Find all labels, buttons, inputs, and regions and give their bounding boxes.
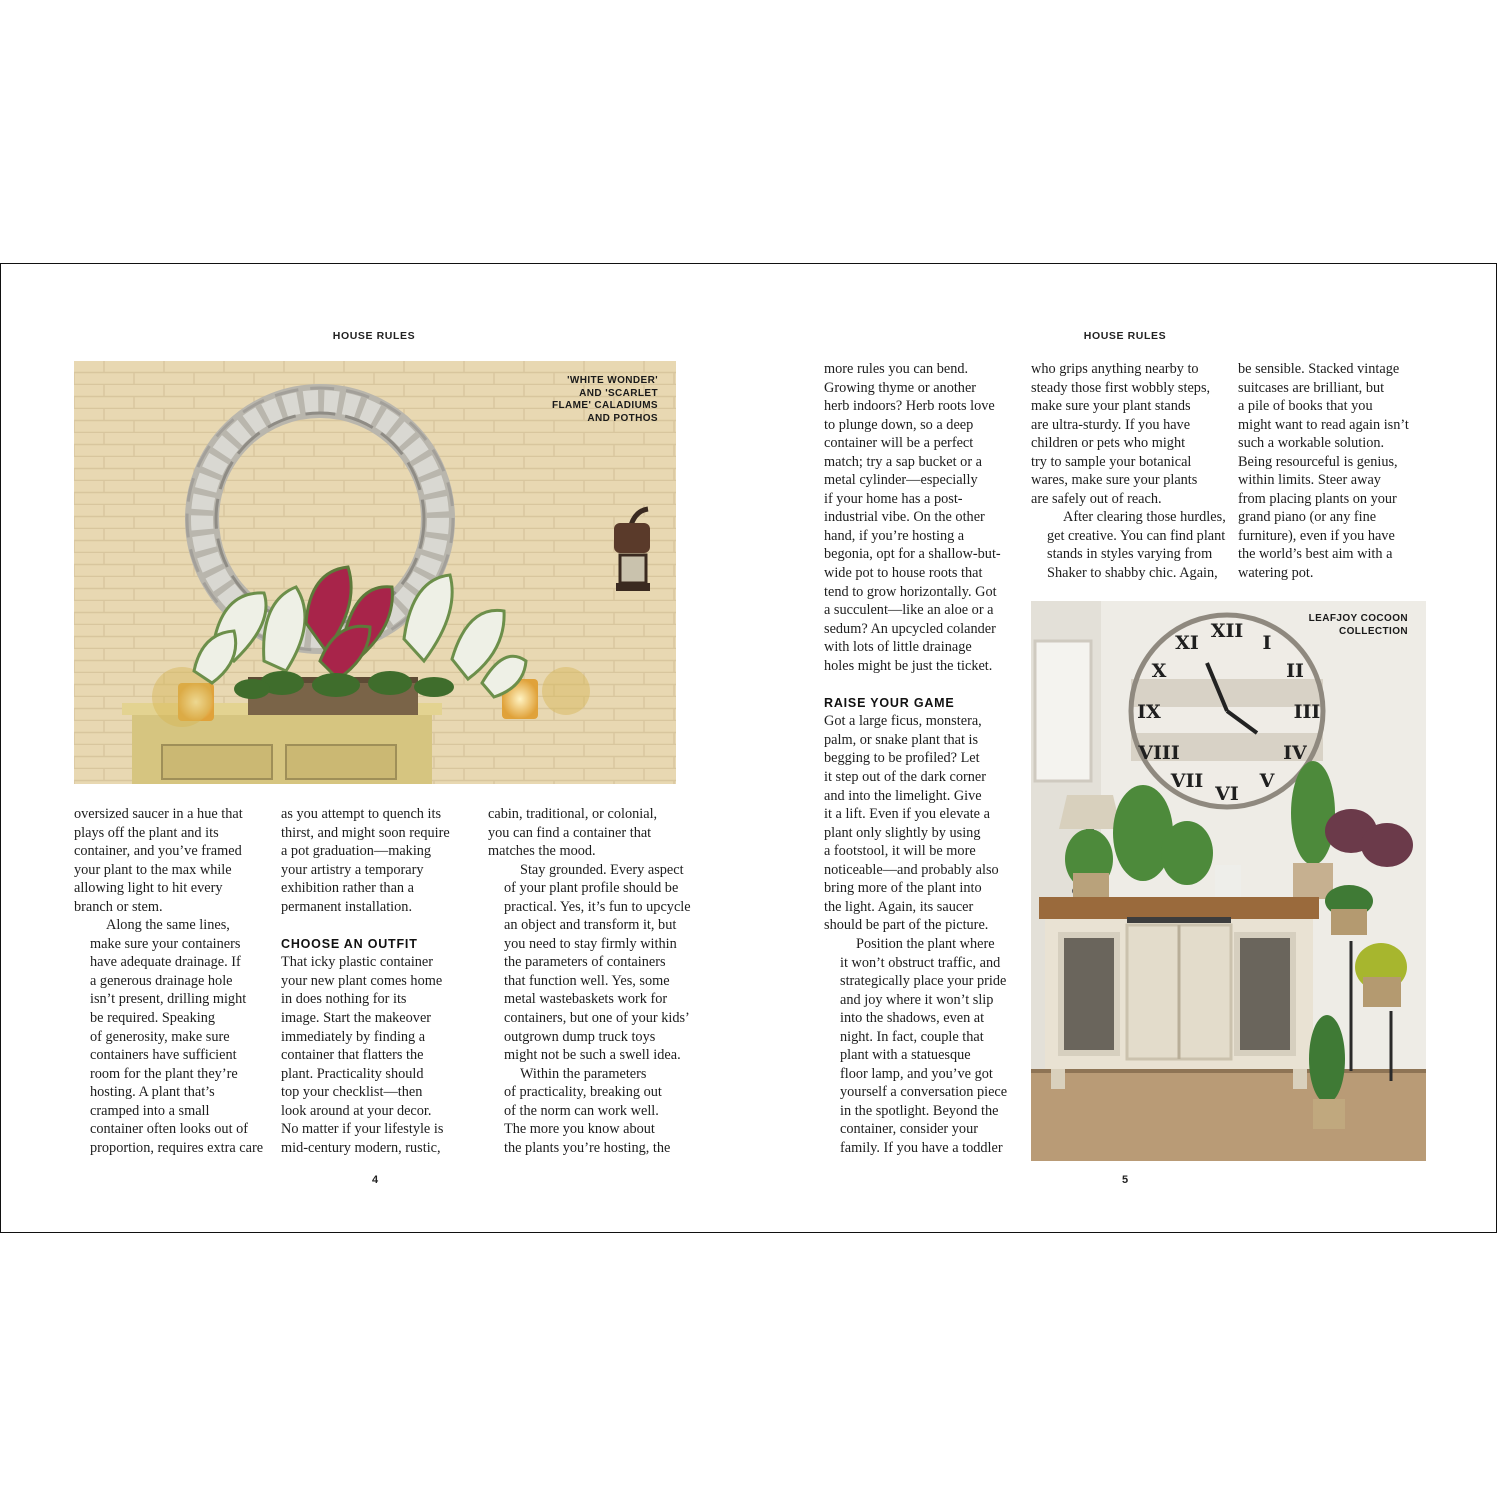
text-line: containers, but one of your kids’: [504, 1010, 690, 1027]
text-line: a pot graduation—making: [281, 843, 432, 860]
text-line: isn’t present, drilling might: [90, 991, 247, 1008]
text-line: furniture), even if you have: [1238, 527, 1395, 544]
text-line: herb indoors? Herb roots love: [824, 398, 995, 415]
text-line: matches the mood.: [488, 843, 596, 860]
text-line: metal cylinder—especially: [824, 472, 978, 489]
right-column-2: [1031, 360, 1231, 583]
text-line: Within the parameters: [520, 1065, 647, 1082]
text-line: wide pot to house roots that: [824, 565, 983, 582]
text-line: palm, or snake plant that is: [824, 731, 979, 748]
text-line: container, consider your: [840, 1121, 978, 1138]
text-line: cramped into a small: [90, 1102, 210, 1119]
text-line: Along the same lines,: [106, 917, 230, 934]
text-line: begging to be profiled? Let: [824, 750, 980, 767]
text-line: thirst, and might soon require: [281, 824, 450, 841]
svg-text:IV: IV: [1283, 742, 1307, 764]
text-line: it step out of the dark corner: [824, 769, 986, 786]
paragraph: [824, 712, 1024, 935]
right-column-3: [1238, 360, 1438, 583]
text-line: oversized saucer in a hue that: [74, 806, 243, 822]
text-line: a footstool, it will be more: [824, 843, 976, 860]
paragraph: [74, 805, 272, 916]
section-heading-choose-an-outfit: CHOOSE AN OUTFIT: [281, 936, 418, 951]
text-line: suitcases are brilliant, but: [1238, 379, 1385, 396]
text-line: have adequate drainage. If: [90, 954, 241, 971]
wreath-caladium-photo: [74, 361, 676, 784]
text-line: plant only slightly by using: [824, 824, 981, 841]
running-head-right: HOUSE RULES: [1083, 330, 1167, 342]
text-line: are safely out of reach.: [1031, 490, 1162, 507]
text-line: stands in styles varying from: [1047, 546, 1213, 563]
right-column-1: [824, 360, 1024, 1158]
text-line: should be part of the picture.: [824, 917, 989, 934]
text-line: After clearing those hurdles,: [1063, 509, 1226, 526]
paragraph: [281, 805, 479, 916]
text-line: night. In fact, couple that: [840, 1028, 984, 1045]
text-line: might want to read again isn’t: [1238, 416, 1409, 433]
svg-text:V: V: [1259, 770, 1275, 792]
paragraph: [1238, 360, 1438, 583]
text-line: of generosity, make sure: [90, 1028, 230, 1045]
text-line: a succulent—like an aloe or a: [824, 602, 994, 619]
text-line: within limits. Steer away: [1238, 472, 1381, 489]
text-line: you need to stay firmly within: [504, 935, 677, 952]
text-line: your new plant comes home: [281, 972, 443, 989]
text-line: look around at your decor.: [281, 1102, 432, 1119]
text-line: holes might be just the ticket.: [824, 657, 993, 674]
text-line: that function well. Yes, some: [504, 972, 670, 989]
text-line: Got a large ficus, monstera,: [824, 713, 982, 730]
text-line: such a workable solution.: [1238, 435, 1385, 452]
text-line: a generous drainage hole: [90, 972, 233, 989]
text-line: the parameters of containers: [504, 954, 666, 971]
text-line: mid-century modern, rustic,: [281, 1139, 441, 1156]
text-line: container that flatters the: [281, 1047, 424, 1064]
caption-line: FLAME' CALADIUMS: [552, 400, 658, 411]
text-line: and into the limelight. Give: [824, 787, 982, 804]
text-line: Position the plant where: [856, 935, 995, 952]
text-line: immediately by finding a: [281, 1028, 426, 1045]
text-line: wares, make sure your plants: [1031, 472, 1198, 489]
text-line: your plant to the max while: [74, 861, 232, 878]
text-line: metal wastebaskets work for: [504, 991, 668, 1008]
text-line: room for the plant they’re: [90, 1065, 238, 1082]
text-line: yourself a conversation piece: [840, 1084, 1008, 1101]
text-line: noticeable—and probably also: [824, 861, 999, 878]
text-line: No matter if your lifestyle is: [281, 1121, 444, 1138]
paragraph: [1031, 360, 1231, 508]
text-line: tend to grow horizontally. Got: [824, 583, 997, 600]
caption-line: LEAFJOY COCOON: [1308, 613, 1408, 624]
text-line: make sure your containers: [90, 935, 241, 952]
text-line: hand, if you’re hosting a: [824, 527, 965, 544]
text-line: grand piano (or any fine: [1238, 509, 1377, 526]
text-line: Growing thyme or another: [824, 379, 977, 396]
text-line: be sensible. Stacked vintage: [1238, 361, 1400, 377]
text-line: the world’s best aim with a: [1238, 546, 1393, 563]
text-line: to plunge down, so a deep: [824, 416, 974, 433]
paragraph: [488, 861, 691, 1065]
photo-caption-left: [552, 375, 658, 425]
text-line: watering pot.: [1238, 565, 1314, 582]
text-line: outgrown dump truck toys: [504, 1028, 656, 1045]
text-line: steady those first wobbly steps,: [1031, 379, 1211, 396]
text-line: who grips anything nearby to: [1031, 361, 1199, 377]
text-line: be required. Speaking: [90, 1010, 216, 1027]
text-line: sedum? An upcycled colander: [824, 620, 996, 637]
left-column-1: [74, 805, 272, 1157]
text-line: container, and you’ve framed: [74, 843, 242, 860]
section-heading-raise-your-game: RAISE YOUR GAME: [824, 695, 955, 710]
page-number-right: 5: [1121, 1174, 1129, 1186]
svg-text:XII: XII: [1210, 620, 1244, 642]
text-line: allowing light to hit every: [74, 880, 223, 897]
svg-text:II: II: [1286, 660, 1304, 682]
text-line: permanent installation.: [281, 898, 413, 915]
text-line: bring more of the plant into: [824, 880, 982, 897]
text-line: a pile of books that you: [1238, 398, 1373, 415]
text-line: family. If you have a toddler: [840, 1139, 1003, 1156]
text-line: it a lift. Even if you elevate a: [824, 806, 990, 823]
paragraph: [824, 360, 1024, 675]
text-line: might not be such a swell idea.: [504, 1047, 681, 1064]
text-line: Shaker to shabby chic. Again,: [1047, 565, 1218, 582]
text-line: plant. Practicality should: [281, 1065, 424, 1082]
svg-text:VIII: VIII: [1138, 742, 1180, 764]
text-line: Stay grounded. Every aspect: [520, 861, 684, 878]
text-line: containers have sufficient: [90, 1047, 237, 1064]
text-line: exhibition rather than a: [281, 880, 414, 897]
svg-text:VI: VI: [1215, 783, 1239, 805]
text-line: of your plant profile should be: [504, 880, 679, 897]
text-line: proportion, requires extra care: [90, 1139, 264, 1156]
paragraph: [824, 935, 1024, 1158]
clock-console-photo: [1031, 601, 1426, 1161]
text-line: into the shadows, even at: [840, 1010, 985, 1027]
text-line: and joy where it won’t slip: [840, 991, 994, 1008]
caption-line: AND 'SCARLET: [579, 387, 658, 399]
paragraph: [74, 916, 272, 1157]
svg-text:X: X: [1151, 660, 1167, 682]
text-line: make sure your plant stands: [1031, 398, 1191, 415]
text-line: of practicality, breaking out: [504, 1084, 662, 1101]
svg-text:VII: VII: [1170, 770, 1204, 792]
text-line: of the norm can work well.: [504, 1102, 659, 1119]
left-column-3: [488, 805, 691, 1157]
text-line: Being resourceful is genius,: [1238, 453, 1398, 470]
text-line: hosting. A plant that’s: [90, 1084, 215, 1101]
text-line: That icky plastic container: [281, 954, 434, 971]
text-line: container often looks out of: [90, 1121, 249, 1138]
text-line: cabin, traditional, or colonial,: [488, 806, 658, 822]
photo-caption-right: [1309, 613, 1408, 638]
paragraph: [488, 1065, 688, 1158]
caption-line: AND POTHOS: [587, 412, 658, 424]
text-line: more rules you can bend.: [824, 361, 969, 377]
left-column-2: [281, 805, 479, 1157]
svg-text:I: I: [1262, 632, 1272, 654]
text-line: match; try a sap bucket or a: [824, 453, 982, 470]
text-line: from placing plants on your: [1238, 490, 1397, 507]
caption-line: 'WHITE WONDER': [567, 375, 658, 386]
text-line: container will be a perfect: [824, 435, 974, 452]
text-line: are ultra-sturdy. If you have: [1031, 416, 1191, 433]
svg-text:IX: IX: [1137, 701, 1161, 723]
text-line: an object and transform it, but: [504, 917, 677, 934]
text-line: as you attempt to quench its: [281, 806, 442, 822]
text-line: strategically place your pride: [840, 973, 1007, 990]
text-line: in the spotlight. Beyond the: [840, 1102, 999, 1119]
text-line: children or pets who might: [1031, 435, 1186, 452]
text-line: industrial vibe. On the other: [824, 509, 985, 526]
paragraph: [1031, 508, 1231, 582]
text-line: top your checklist—then: [281, 1084, 423, 1101]
clock-console-illustration: [1031, 601, 1426, 1161]
text-line: in does nothing for its: [281, 991, 407, 1008]
text-line: the light. Again, its saucer: [824, 898, 974, 915]
text-line: practical. Yes, it’s fun to upcycle: [504, 898, 691, 915]
paragraph: [488, 805, 688, 861]
text-line: try to sample your botanical: [1031, 453, 1192, 470]
text-line: plays off the plant and its: [74, 824, 219, 841]
text-line: plant with a statuesque: [840, 1047, 971, 1064]
text-line: with lots of little drainage: [824, 639, 972, 656]
text-line: your artistry a temporary: [281, 861, 424, 878]
text-line: the plants you’re hosting, the: [504, 1139, 671, 1156]
text-line: if your home has a post-: [824, 490, 963, 507]
paragraph: [281, 953, 479, 1157]
running-head-left: HOUSE RULES: [332, 330, 416, 342]
text-line: floor lamp, and you’ve got: [840, 1065, 993, 1082]
page-number-left: 4: [371, 1174, 379, 1186]
text-line: you can find a container that: [488, 824, 652, 841]
text-line: image. Start the makeover: [281, 1010, 432, 1027]
svg-text:III: III: [1293, 701, 1321, 723]
caption-line: COLLECTION: [1339, 625, 1408, 637]
text-line: it won’t obstruct traffic, and: [840, 954, 1001, 971]
text-line: The more you know about: [504, 1121, 655, 1138]
text-line: begonia, opt for a shallow-but-: [824, 546, 1001, 563]
svg-text:XI: XI: [1175, 632, 1199, 654]
text-line: branch or stem.: [74, 898, 163, 915]
text-line: get creative. You can find plant: [1047, 527, 1226, 544]
